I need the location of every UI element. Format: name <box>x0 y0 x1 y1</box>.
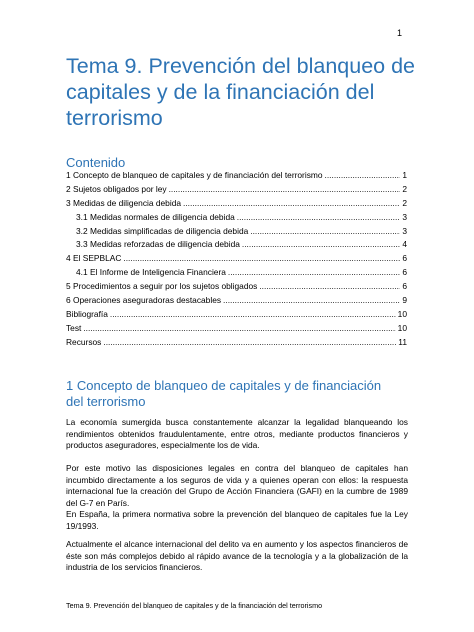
toc-entry-page: 4 <box>402 239 407 250</box>
toc-entry[interactable] <box>66 294 407 308</box>
toc-dot-leader <box>123 252 400 266</box>
toc-entry-title: 4.1 El Informe de Inteligencia Financiera <box>76 267 226 278</box>
toc-dot-leader <box>169 183 401 197</box>
toc-entry-page: 10 <box>397 308 407 319</box>
toc-entry-page: 3 <box>402 211 407 222</box>
page-number: 1 <box>396 28 402 38</box>
toc-entry-page: 3 <box>402 225 407 236</box>
toc-entry[interactable] <box>66 322 407 336</box>
toc-entry-title: 2 Sujetos obligados por ley <box>66 183 167 194</box>
toc-entry-title: 3.3 Medidas reforzadas de diligencia debida <box>76 239 240 250</box>
toc-entry-title: 3 Medidas de diligencia debida <box>66 197 182 208</box>
toc-entry-page: 6 <box>402 267 407 278</box>
toc-entry-page: 10 <box>397 322 407 333</box>
toc-entry-title: 3.1 Medidas normales de diligencia debida <box>76 211 235 222</box>
toc-dot-leader <box>223 294 400 308</box>
toc-entry[interactable] <box>66 336 407 350</box>
toc-dot-leader <box>250 225 400 239</box>
toc-entry[interactable] <box>66 308 407 322</box>
toc-dot-leader <box>228 266 400 280</box>
section-heading: 1 Concepto de blanqueo de capitales y de financiación del terrorismo <box>66 378 382 409</box>
toc-entry-page: 2 <box>402 183 407 194</box>
toc-entry[interactable] <box>66 183 407 197</box>
toc-entry-title: 6 Operaciones aseguradoras destacables <box>66 295 222 306</box>
toc-dot-leader <box>242 238 400 252</box>
paragraph: En España, la primera normativa sobre la prevención del blanqueo de capitales fue la Ley 19/1993. <box>66 509 408 531</box>
toc-entry-page: 6 <box>402 281 407 292</box>
toc-entry-page: 6 <box>402 253 407 264</box>
toc-entry-title: Test <box>66 322 82 333</box>
toc-entry-page: 11 <box>398 336 407 347</box>
toc-entry-title: 1 Concepto de blanqueo de capitales y de financiación del terrorismo <box>66 170 323 180</box>
toc-entry[interactable] <box>66 169 407 183</box>
table-of-contents <box>66 169 407 350</box>
toc-entry-page: 1 <box>402 170 407 180</box>
toc-entry[interactable] <box>66 211 407 225</box>
document-title: Tema 9. Prevención del blanqueo de capitales y de la financiación del terrorismo <box>66 54 416 130</box>
toc-dot-leader <box>237 211 401 225</box>
toc-dot-leader <box>110 308 396 322</box>
paragraph: Actualmente el alcance internacional del delito va en aumento y los aspectos financieros de éste son más complejos debido al rápido avance de la tecnología y a la globalización de la industria de los servicios financieros. <box>66 539 408 572</box>
toc-entry[interactable] <box>66 238 407 252</box>
toc-dot-leader <box>103 336 396 350</box>
toc-dot-leader <box>259 280 400 294</box>
toc-entry[interactable] <box>66 252 407 266</box>
toc-entry[interactable] <box>66 280 407 294</box>
toc-heading: Contenido <box>66 155 126 170</box>
toc-entry[interactable] <box>66 225 407 239</box>
toc-entry-title: Recursos <box>66 336 102 347</box>
toc-entry[interactable] <box>66 266 407 280</box>
page-footer: Tema 9. Prevención del blanqueo de capitales y de la financiación del terrorismo <box>66 601 323 610</box>
toc-entry-title: 5 Procedimientos a seguir por los sujetos obligados <box>66 281 258 292</box>
paragraph: Por este motivo las disposiciones legales en contra del blanqueo de capitales han incumbido directamente a los seguros de vida y a quienes operan con ellos: la respuesta internacional fue la creación del Grupo de Acción Financiera (GAFI) en la cumbre de 1989 del G-7 en París. <box>66 463 408 508</box>
toc-entry-title: Bibliografía <box>66 308 108 319</box>
toc-dot-leader <box>183 197 400 211</box>
toc-entry-page: 9 <box>402 295 407 306</box>
paragraph: La economía sumergida busca constantemente alcanzar la legalidad blanqueando los rendimientos obtenidos fraudulentamente, entre otros, mediante productos financieros y productos aseguradores, especialmente los de vida. <box>66 417 408 450</box>
toc-dot-leader <box>325 169 401 183</box>
toc-entry[interactable] <box>66 197 407 211</box>
toc-entry-page: 2 <box>402 197 407 208</box>
toc-dot-leader <box>83 322 395 336</box>
toc-entry-title: 3.2 Medidas simplificadas de diligencia debida <box>76 225 249 236</box>
toc-entry-title: 4 El SEPBLAC <box>66 253 122 264</box>
